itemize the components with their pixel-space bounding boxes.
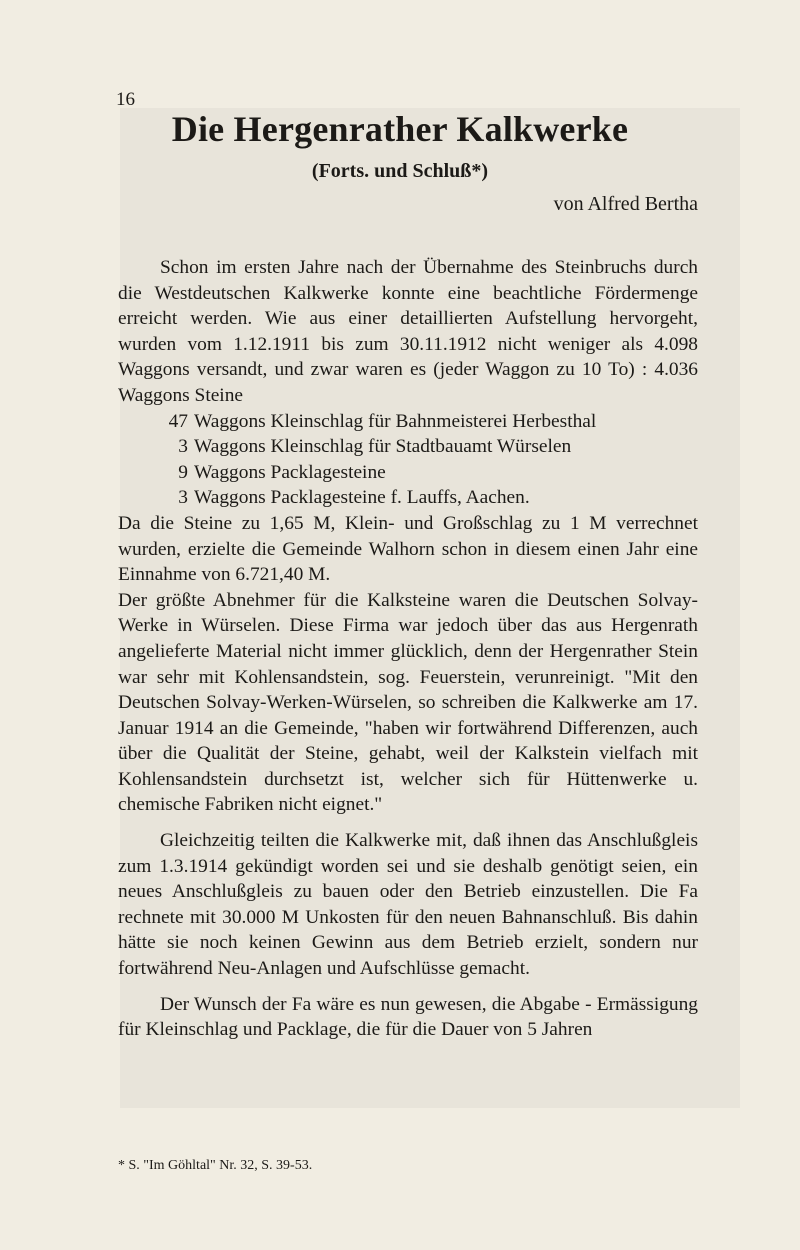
paragraph-4: Gleichzeitig teilten die Kalkwerke mit, daß ihnen das Anschlußgleis zum 1.3.1914 gekündigt worden sei und sie deshalb genötigt seien, ein neues Anschlußgleis zu bauen oder den Betrieb einzustellen. Die Fa rechnete mit 30.000 M Unkosten für den neuen Bahnanschluß. Bis dahin hätte sie noch keinen Gewinn aus dem Betrieb erzielt, sondern nur fortwährend Neu-Anlagen und Aufschlüsse gemacht. [118, 830, 698, 980]
list-item: 47 Waggons Kleinschlag für Bahnmeisterei Herbesthal [168, 410, 597, 432]
page-number: 16 [116, 89, 135, 110]
paragraph-1: Schon im ersten Jahre nach der Übernahme des Steinbruchs durch die Westdeutschen Kalkwerke konnte eine beachtliche Fördermenge erreicht werden. Wie aus einer detaillierten Aufstellung hervorgeht, wurden vom 1.12.1911 bis zum 30.11.1912 nicht weniger als 4.098 Waggons versandt, und zwar waren es (jeder Waggon zu 10 To) : 4.036 Waggons Steine [118, 257, 698, 406]
article-body [118, 255, 698, 1043]
author-byline: von Alfred Bertha [553, 193, 698, 215]
shipment-list [118, 409, 698, 511]
list-item: 9 Waggons Packlagesteine [178, 461, 386, 483]
paragraph-3: Der größte Abnehmer für die Kalksteine waren die Deutschen Solvay-Werke in Würselen. Diese Firma war jedoch über das aus Hergenrath angelieferte Material nicht immer glücklich, denn der Hergenrather Stein war sehr mit Kohlensandstein, sog. Feuerstein, verunreinigt. "Mit den Deutschen Solvay-Werken-Würselen, so schreiben die Kalkwerke am 17. Januar 1914 an die Gemeinde, "haben wir fortwährend Differenzen, auch über die Qualität der Steine, gehabt, weil der Kalkstein vielfach mit Kohlensandstein durchsetzt ist, welcher sich für Hüttenwerke u. chemische Fabriken nicht eignet." [118, 589, 698, 816]
article-title: Die Hergenrather Kalkwerke [171, 109, 629, 149]
article-subtitle: (Forts. und Schluß*) [311, 160, 489, 182]
list-item: 3 Waggons Kleinschlag für Stadtbauamt Würselen [178, 436, 572, 458]
footnote: * S. "Im Göhltal" Nr. 32, S. 39-53. [118, 1158, 313, 1173]
list-item: 3 Waggons Packlagesteine f. Lauffs, Aachen. [178, 487, 530, 509]
paragraph-2: Da die Steine zu 1,65 M, Klein- und Großschlag zu 1 M verrechnet wurden, erzielte die Gemeinde Walhorn schon in diesem einen Jahr eine Einnahme von 6.721,40 M. [118, 512, 698, 586]
paragraph-5: Der Wunsch der Fa wäre es nun gewesen, die Abgabe - Ermässigung für Kleinschlag und Packlage, die für die Dauer von 5 Jahren [118, 993, 698, 1041]
